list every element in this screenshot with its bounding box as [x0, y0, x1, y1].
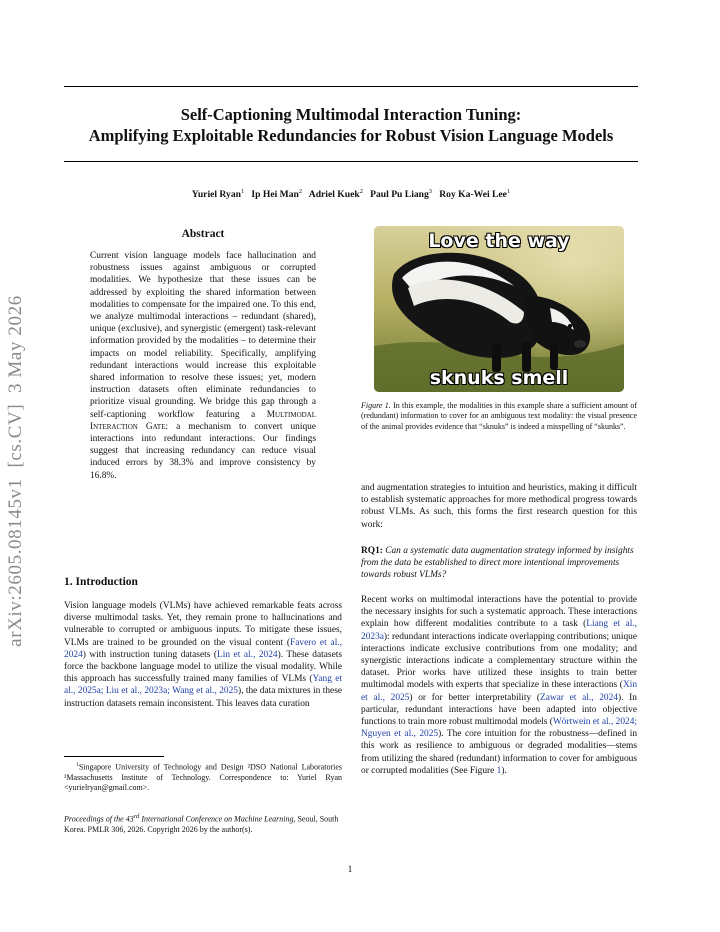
citation-link[interactable]: Liang et al., 2023a: [361, 619, 637, 642]
title-line-2: Amplifying Exploitable Redundancies for Robust Vision Language Models: [88, 126, 614, 145]
citation-link[interactable]: Favero et al., 2024: [64, 637, 342, 660]
abstract-heading: Abstract: [181, 228, 225, 240]
author-list: [64, 188, 638, 200]
author-3: Adriel Kuek$^2$: [308, 188, 363, 201]
paper-title: [64, 104, 638, 146]
author-1: Yuriel Ryan$^1$: [191, 188, 245, 201]
gate-name: Multimodal Interaction Gate: [90, 409, 317, 432]
citation-link[interactable]: Wörtwein et al., 2024; Nguyen et al., 2025: [361, 717, 637, 740]
author-5: Roy Ka-Wei Lee$^1$: [439, 188, 511, 201]
author-2: Ip Hei Man$^2$: [251, 188, 303, 201]
abstract-body: Current vision language models face hallucination and robustness issues against ambiguous or corrupted modalities. We hypothesize that these issues can be addressed by exploiting the shared information between modalities to compensate for the impaired one. To this end, we analyze multimodal interactions – redundant (shared), unique (exclusive), and synergistic (emergent) task-relevant information provided by the modalities – to determine their impacts on model reliability. Specifically, amplifying redundant interactions would increase this exploitable shared information to resolve these issues; yet, modern instruction datasets often eliminate redundancies to prioritize visual grounding. We bridge this gap through a self-captioning workflow featuring a Multimodal Interaction Gate: a mechanism to convert unique interactions into redundant interactions. Our findings suggest that increasing redundancy can reduce visual induced errors by 38.3% and improve consistency by 16.8%.: [90, 251, 317, 481]
meme-bottom-text: sknuks smell: [429, 367, 569, 389]
introduction-paragraph: Vision language models (VLMs) have achieved remarkable feats across diverse multimodal tasks. Yet, they remain prone to hallucinations and vulnerable to corrupted or ambiguous inputs. To mitigate these issues, VLMs are trained to be grounded on the visual content (Favero et al., 2024) with instruction tuning datasets (Lin et al., 2024). These datasets force the backbone language model to utilize the visual modality. While this approach has successfully trained many families of VLMs (Yang et al., 2025a; Liu et al., 2023a; Wang et al., 2025), the data mixtures in these instruction datasets remain inconsistent. This leaves data curation: [64, 601, 343, 709]
citation-link[interactable]: Zawar et al., 2024: [539, 692, 618, 703]
right-column-paragraph-1: and augmentation strategies to intuition and heuristics, making it difficult to establish systematic approaches for more methodical progress towards robust VLMs. As such, this forms the first research question for this work:: [361, 483, 637, 530]
citation-link[interactable]: Yang et al., 2025a; Liu et al., 2023a; Wang et al., 2025: [64, 674, 342, 697]
citation-link[interactable]: Lin et al., 2024: [217, 649, 278, 660]
figure-1-skunk-meme: [374, 226, 624, 392]
figure-1-caption: Figure 1. In this example, the modalities in this example share a sufficient amount of (redundant) information to cover for an ambiguous text modality: the visual presence of the animal provides evidence that “sknuks” is indeed a misspelling of “skunks”.: [361, 401, 637, 431]
footnote-rule: [64, 756, 164, 757]
author-4: Paul Pu Liang$^3$: [370, 188, 433, 201]
arxiv-stamp: arXiv:2605.08145v1 [cs.CV] 3 May 2026: [5, 295, 26, 647]
meme-top-text: Love the way: [428, 230, 570, 252]
proceedings-note: Proceedings of the 43rd International Conference on Machine Learning, Seoul, South Korea. PMLR 306, 2026. Copyright 2026 by the author(s).: [64, 813, 339, 835]
title-line-1: Self-Captioning Multimodal Interaction Tuning:: [180, 105, 522, 124]
top-rule: [64, 86, 638, 87]
title-bottom-rule: [64, 161, 638, 162]
figure-reference-link[interactable]: 1: [496, 765, 502, 776]
page-number: 1: [347, 865, 353, 875]
research-question-1: RQ1: Can a systematic data augmentation strategy informed by insights from the data be established to direct more intentional improvements towards robust VLMs?: [361, 546, 634, 581]
section-heading-introduction: 1. Introduction: [64, 576, 138, 588]
citation-link[interactable]: Xin et al., 2025: [361, 680, 637, 703]
affiliation-footnote: $^1$Singapore University of Technology and Design ²DSO National Laboratories ³Massachusetts Institute of Technology. Correspondence to: Yuriel Ryan <yurielryan@gmail.com>.: [64, 762, 342, 793]
right-column-paragraph-2: Recent works on multimodal interactions have the potential to provide the necessary insights for such a systematic approach. These interactions explain how different modalities contribute to a task (Liang et al., 2023a): redundant interactions indicate overlapping contributions; unique interactions indicate exclusive contributions from one modality; and synergistic interactions indicate a complementary structure within the dataset. Prior works have utilized these insights to train better multimodal models with experts that specialize in these interactions (Xin et al., 2025) or for better interpretability (Zawar et al., 2024). In particular, redundant interactions have been adapted into objective functions to train more robust multimodal models (Wörtwein et al., 2024; Nguyen et al., 2025). The core intuition for the robustness—defined in this work as resilience to ambiguous or degraded modalities—stems from utilizing the shared (redundant) information to cover for ambiguous or corrupted modalities (See Figure 1).: [361, 595, 638, 776]
